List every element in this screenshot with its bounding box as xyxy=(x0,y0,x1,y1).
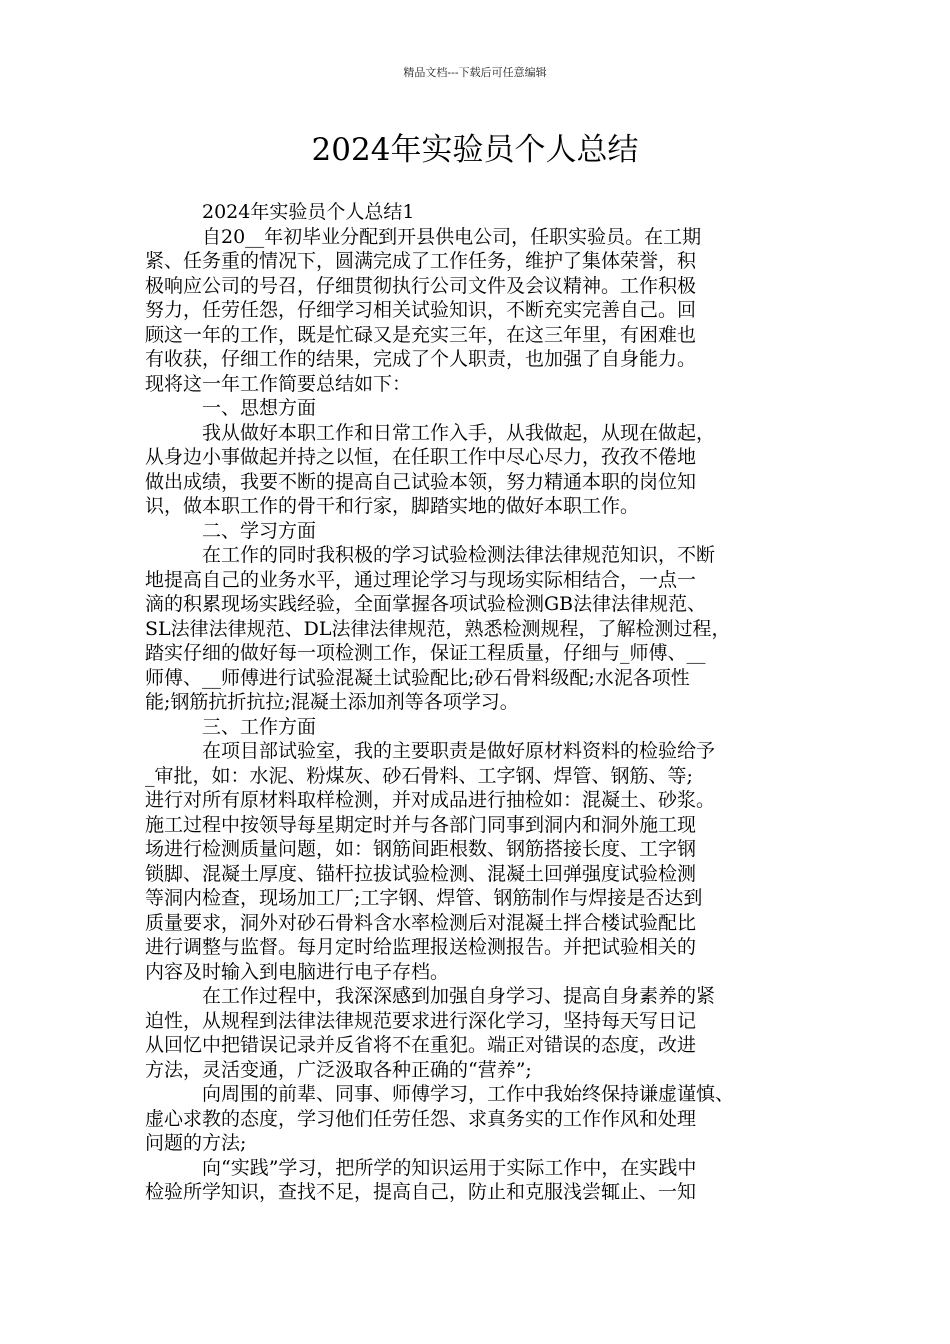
subtitle-line: 2024年实验员个人总结1 xyxy=(202,201,415,223)
body-line: 在项目部试验室，我的主要职责是做好原材料资料的检验给予 xyxy=(202,740,716,762)
section-heading: 一、思想方面 xyxy=(202,397,317,419)
body-line: 向周围的前辈、同事、师傅学习，工作中我始终保持谦虚谨慎、 xyxy=(202,1083,735,1105)
body-line: 迫性，从规程到法律法律规范要求进行深化学习，坚持每天写日记 xyxy=(145,1009,697,1032)
body-line: 在工作过程中，我深深感到加强自身学习、提高自身素养的紧 xyxy=(202,985,716,1007)
body-line: 质量要求，洞外对砂石骨料含水率检测后对混凝土拌合楼试验配比 xyxy=(145,911,697,934)
body-line: 场进行检测质量问题，如：钢筋间距根数、钢筋搭接长度、工字钢 xyxy=(145,838,697,860)
body-line: 我从做好本职工作和日常工作入手，从我做起，从现在做起， xyxy=(202,421,716,444)
body-line: 自20__年初毕业分配到开县供电公司，任职实验员。在工期 xyxy=(202,225,702,248)
body-line: 内容及时输入到电脑进行电子存档。 xyxy=(145,960,450,983)
body-line: 进行对所有原材料取样检测，并对成品进行抽检如：混凝土、砂浆。 xyxy=(145,789,716,811)
body-line: 紧、任务重的情况下，圆满完成了工作任务，维护了集体荣誉，积 xyxy=(145,250,697,272)
document-header-note: 精品文档---下载后可任意编辑 xyxy=(403,66,547,79)
section-heading: 二、学习方面 xyxy=(202,519,317,542)
body-line: 进行调整与监督。每月定时给监理报送检测报告。并把试验相关的 xyxy=(145,936,697,958)
body-line: 滴的积累现场实践经验，全面掌握各项试验检测GB法律法律规范、 xyxy=(145,593,707,615)
document-body xyxy=(145,200,807,1205)
body-line: 检验所学知识，查找不足，提高自己，防止和克服浅尝辄止、一知 xyxy=(145,1181,697,1203)
body-line: 能;钢筋抗折抗拉;混凝土添加剂等各项学习。 xyxy=(145,691,519,713)
document-title: 2024年实验员个人总结 xyxy=(311,132,639,168)
body-line: 锁脚、混凝土厚度、锚杆拉拔试验检测、混凝土回弹强度试验检测 xyxy=(145,862,697,885)
body-line: 识，做本职工作的骨干和行家，脚踏实地的做好本职工作。 xyxy=(145,495,640,517)
body-line: SL法律法律规范、DL法律法律规范，熟悉检测规程，了解检测过程， xyxy=(145,617,731,640)
body-line: 顾这一年的工作，既是忙碌又是充实三年，在这三年里，有困难也 xyxy=(145,323,697,346)
body-line: 在工作的同时我积极的学习试验检测法律法律规范知识，不断 xyxy=(202,544,716,566)
body-line: 有收获，仔细工作的结果，完成了个人职责，也加强了自身能力。 xyxy=(145,348,697,370)
body-line: 极响应公司的号召，仔细贯彻执行公司文件及会议精神。工作积极 xyxy=(145,274,697,297)
body-line: _审批，如：水泥、粉煤灰、砂石骨料、工字钢、焊管、钢筋、等; xyxy=(145,764,693,787)
section-heading: 三、工作方面 xyxy=(202,715,317,738)
body-line: 地提高自己的业务水平，通过理论学习与现场实际相结合，一点一 xyxy=(145,568,697,591)
body-line: 努力，任劳任怨，仔细学习相关试验知识，不断充实完善自己。回 xyxy=(145,299,697,321)
body-line: 向“实践”学习，把所学的知识运用于实际工作中，在实践中 xyxy=(202,1156,697,1179)
body-line: 虚心求教的态度，学习他们任劳任怨、求真务实的工作作风和处理 xyxy=(145,1107,697,1130)
body-line: 从身边小事做起并持之以恒，在任职工作中尽心尽力，孜孜不倦地 xyxy=(145,446,697,468)
body-line: 做出成绩，我要不断的提高自己试验本领，努力精通本职的岗位知 xyxy=(145,470,697,493)
body-line: 方法，灵活变通，广泛汲取各种正确的“营养”; xyxy=(145,1058,532,1081)
body-line: 现将这一年工作简要总结如下： xyxy=(145,372,412,395)
body-line: 施工过程中按领导每星期定时并与各部门同事到洞内和洞外施工现 xyxy=(145,813,697,836)
body-line: 问题的方法; xyxy=(145,1132,247,1154)
body-line: 从回忆中把错误记录并反省将不在重犯。端正对错误的态度，改进 xyxy=(145,1034,697,1056)
body-line: 师傅、__师傅进行试验混凝土试验配比;砂石骨料级配;水泥各项性 xyxy=(145,666,690,689)
body-line: 等洞内检查，现场加工厂;工字钢、焊管、钢筋制作与焊接是否达到 xyxy=(145,887,703,909)
body-line: 踏实仔细的做好每一项检测工作，保证工程质量，仔细与_师傅、__ xyxy=(145,642,706,664)
